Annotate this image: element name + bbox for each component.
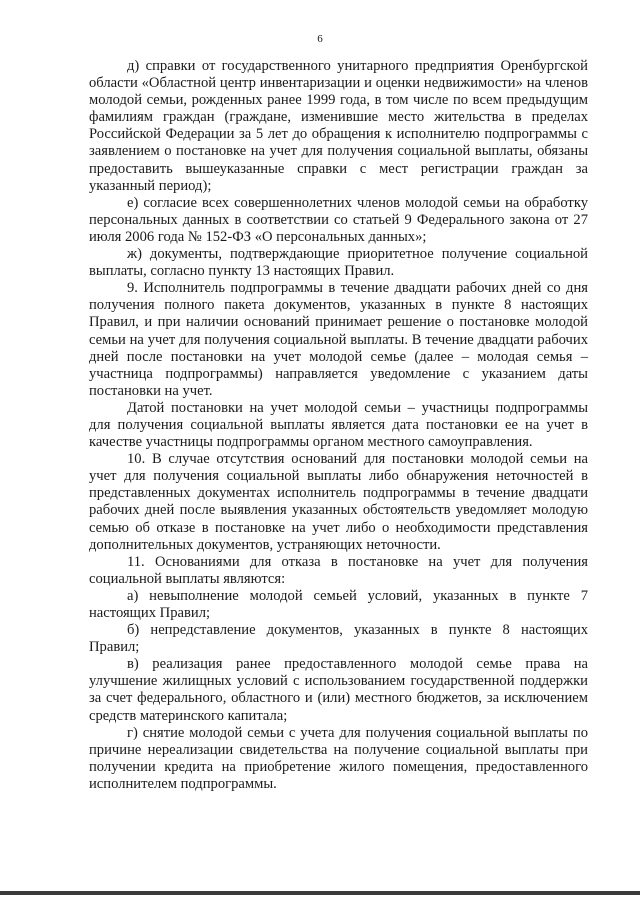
paragraph-zh-priority-documents: ж) документы, подтверждающие приоритетное получение социальной выплаты, согласно пункту 13 настоящих Правил. <box>89 246 588 280</box>
paragraph-11: 11. Основаниями для отказа в постановке на учет для получения социальной выплаты являются: <box>89 553 588 587</box>
paragraph-11-a: а) невыполнение молодой семьей условий, указанных в пункте 7 настоящих Правил; <box>89 587 588 621</box>
paragraph-9-registration-date: Датой постановки на учет молодой семьи – участницы подпрограммы для получения социальной выплаты является дата постановки ее на учет в качестве участницы подпрограммы органом местного самоуправления. <box>89 399 588 451</box>
paragraph-11-b: б) непредставление документов, указанных в пункте 8 настоящих Правил; <box>89 622 588 656</box>
document-body <box>89 58 588 793</box>
paragraph-10: 10. В случае отсутствия оснований для постановки молодой семьи на учет для получения социальной выплаты либо обнаружения неточностей в представленных документах исполнитель подпрограммы в течение двадцати рабочих дней после выявления указанных обстоятельств уведомляет молодую семью об отказе в постановке на учет либо о необходимости представления дополнительных документов, устраняющих неточности. <box>89 451 588 553</box>
paragraph-9: 9. Исполнитель подпрограммы в течение двадцати рабочих дней со дня получения полного пакета документов, указанных в пункте 8 настоящих Правил, и при наличии оснований принимает решение о постановке молодой семьи на учет для получения социальной выплаты. В течение двадцати рабочих дней после постановки на учет молодой семье (далее – молодая семья – участница подпрограммы) направляется уведомление с указанием даты постановки на учет. <box>89 280 588 399</box>
paragraph-11-g: г) снятие молодой семьи с учета для получения социальной выплаты по причине нереализации свидетельства на получение социальной выплаты при получении кредита на приобретение жилого помещения, предоставленного исполнителем подпрограммы. <box>89 724 588 792</box>
page-number: 6 <box>317 33 323 45</box>
paragraph-e-consent: е) согласие всех совершеннолетних членов молодой семьи на обработку персональных данных в соответствии со статьей 9 Федерального закона от 27 июля 2006 года № 152-ФЗ «О персональных данных»; <box>89 194 588 245</box>
paragraph-11-v: в) реализация ранее предоставленного молодой семье права на улучшение жилищных условий с использованием государственной поддержки за счет федерального, областного и (или) местного бюджетов, за исключением средств материнского капитала; <box>89 656 588 724</box>
paragraph-d-certificates: д) справки от государственного унитарного предприятия Оренбургской области «Областной центр инвентаризации и оценки недвижимости» на членов молодой семьи, рожденных ранее 1999 года, в том числе по всем предыдущим фамилиям граждан (граждане, изменившие место жительства в пределах Российской Федерации за 5 лет до обращения к исполнителю подпрограммы с заявлением о постановке на учет для получения социальной выплаты, обязаны предоставить вышеуказанные справки с мест регистрации граждан за указанный период); <box>89 58 588 194</box>
page-bottom-edge <box>0 891 640 895</box>
